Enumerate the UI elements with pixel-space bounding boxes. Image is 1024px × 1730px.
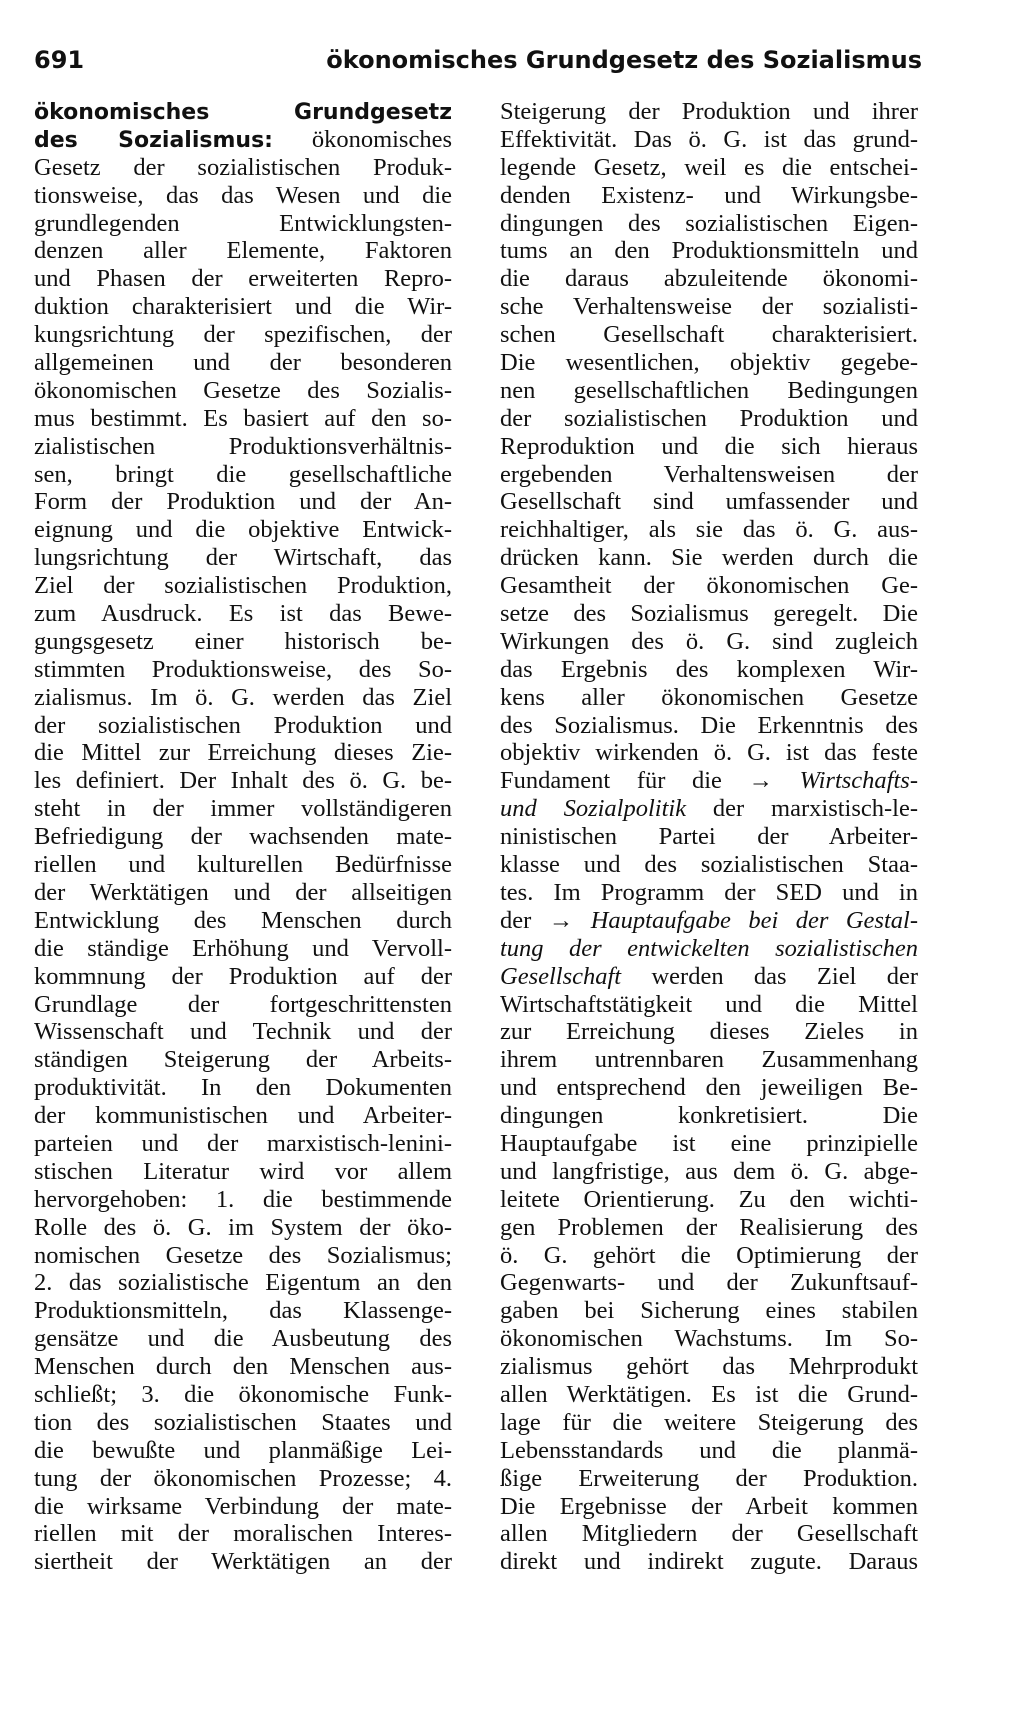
- cross-reference-link[interactable]: → Wirtschafts-: [748, 767, 918, 795]
- line-text: schen Gesellschaft charakterisiert.: [500, 321, 918, 349]
- text-line: [34, 767, 452, 795]
- line-text: ihrem untrennbaren Zusammenhang: [500, 1046, 918, 1074]
- line-text: gaben bei Sicherung eines stabilen: [500, 1297, 918, 1325]
- text-line: [500, 433, 918, 461]
- text-line: [34, 1381, 452, 1409]
- right-column: [500, 98, 918, 1576]
- text-line: [34, 572, 452, 600]
- line-text: Menschen durch den Menschen aus-: [34, 1353, 452, 1381]
- text-line: [500, 182, 918, 210]
- line-text: Gesetz der sozialistischen Produk-: [34, 153, 452, 181]
- text-line: [500, 1325, 918, 1353]
- cross-reference-link[interactable]: und Sozialpolitik: [500, 795, 687, 823]
- text-line: [34, 1548, 452, 1576]
- text-line: [500, 879, 918, 907]
- text-line: [500, 154, 918, 182]
- text-line: [34, 433, 452, 461]
- text-line: [34, 907, 452, 935]
- text-line: [500, 210, 918, 238]
- page-header: [34, 46, 922, 86]
- text-line: [34, 823, 452, 851]
- line-text: reichhaltiger, als sie das ö. G. aus-: [500, 516, 918, 544]
- line-text: das Ergebnis des komplexen Wir-: [500, 655, 918, 683]
- text-line: [500, 98, 918, 126]
- line-text: Lebensstandards und die planmä-: [500, 1436, 918, 1464]
- line-text: des Sozialismus. Die Erkenntnis des: [500, 711, 918, 739]
- running-head: ökonomisches Grundgesetz des Sozialismus: [326, 46, 922, 74]
- line-text: kungsrichtung der spezifischen, der: [34, 321, 452, 349]
- line-text: der sozialistischen Produktion und: [500, 404, 918, 432]
- text-line: [500, 684, 918, 712]
- line-text: Gegenwarts- und der Zukunftsauf-: [500, 1269, 918, 1297]
- text-line: [500, 126, 918, 154]
- line-text: Hauptaufgabe ist eine prinzipielle: [500, 1129, 918, 1157]
- line-text: gen Problemen der Realisierung des: [500, 1213, 918, 1241]
- line-text: lungsrichtung der Wirtschaft, das: [34, 544, 452, 572]
- line-text: zialistischen Produktionsverhältnis-: [34, 432, 452, 460]
- text-line: [34, 684, 452, 712]
- line-text: die bewußte und planmäßige Lei-: [34, 1436, 452, 1464]
- line-text: der: [500, 906, 549, 934]
- line-text: der sozialistischen Produktion und: [34, 711, 452, 739]
- line-text: lage für die weitere Steigerung des: [500, 1408, 918, 1436]
- line-text: Steigerung der Produktion und ihrer: [500, 98, 918, 125]
- text-line: [34, 1269, 452, 1297]
- text-line: [34, 1465, 452, 1493]
- text-line: [500, 1381, 918, 1409]
- line-text: objektiv wirkenden ö. G. ist das feste: [500, 739, 918, 767]
- text-line: [500, 963, 918, 991]
- text-line: [34, 851, 452, 879]
- text-line: [500, 1493, 918, 1521]
- text-line: [34, 795, 452, 823]
- text-line: [34, 1520, 452, 1548]
- line-text: 2. das sozialistische Eigentum an den: [34, 1269, 452, 1297]
- text-line: [34, 349, 452, 377]
- line-text: Effektivität. Das ö. G. ist das grund-: [500, 125, 918, 153]
- line-text: Ziel der sozialistischen Produktion,: [34, 572, 452, 600]
- line-text: Grundlage der fortgeschrittensten: [34, 990, 452, 1018]
- text-line: [34, 1353, 452, 1381]
- line-text: dingungen des sozialistischen Eigen-: [500, 209, 918, 237]
- text-line: [500, 935, 918, 963]
- text-line: [500, 321, 918, 349]
- text-line: [34, 182, 452, 210]
- text-line: [500, 1158, 918, 1186]
- text-line: [34, 991, 452, 1019]
- line-text: die wirksame Verbindung der mate-: [34, 1492, 452, 1520]
- line-text: kommnung der Produktion auf der: [34, 962, 452, 990]
- text-line: [34, 321, 452, 349]
- text-line: [500, 1242, 918, 1270]
- text-line: [500, 1520, 918, 1548]
- text-line: [34, 405, 452, 433]
- line-text: Entwicklung des Menschen durch: [34, 906, 452, 934]
- text-line: [500, 991, 918, 1019]
- text-line: [34, 516, 452, 544]
- line-text: duktion charakterisiert und die Wir-: [34, 293, 452, 321]
- text-line: [500, 1074, 918, 1102]
- text-line: [34, 600, 452, 628]
- line-text: ökonomisches: [272, 125, 453, 153]
- text-line: [34, 154, 452, 182]
- text-line: [500, 1102, 918, 1130]
- text-line: [34, 1130, 452, 1158]
- text-line: [34, 265, 452, 293]
- cross-reference-link[interactable]: Gesellschaft: [500, 962, 622, 990]
- text-line: [34, 544, 452, 572]
- text-line: [34, 963, 452, 991]
- text-line: [34, 1046, 452, 1074]
- line-text: ständigen Steigerung der Arbeits-: [34, 1046, 452, 1074]
- line-text: drücken kann. Sie werden durch die: [500, 544, 918, 572]
- line-text: tionsweise, das das Wesen und die: [34, 181, 452, 209]
- line-text: riellen und kulturellen Bedürfnisse: [34, 851, 452, 879]
- text-line: [500, 1214, 918, 1242]
- line-text: grundlegenden Entwicklungsten-: [34, 209, 452, 237]
- line-text: allgemeinen und der besonderen: [34, 349, 452, 377]
- line-text: Gesellschaft sind umfassender und: [500, 488, 918, 516]
- text-line: [34, 712, 452, 740]
- text-line: [34, 628, 452, 656]
- text-line: [500, 712, 918, 740]
- line-text: direkt und indirekt zugute. Daraus: [500, 1548, 918, 1576]
- line-text: zialismus gehört das Mehrprodukt: [500, 1353, 918, 1381]
- line-text: ninistischen Partei der Arbeiter-: [500, 823, 918, 851]
- text-line: [500, 488, 918, 516]
- line-text: gensätze und die Ausbeutung des: [34, 1325, 452, 1353]
- line-text: gungsgesetz einer historisch be-: [34, 627, 452, 655]
- line-text: produktivität. In den Dokumenten: [34, 1074, 452, 1102]
- text-line: [500, 1437, 918, 1465]
- line-text: steht in der immer vollständigeren: [34, 795, 452, 823]
- line-text: denden Existenz- und Wirkungsbe-: [500, 181, 918, 209]
- text-line: [500, 1353, 918, 1381]
- line-text: leitete Orientierung. Zu den wichti-: [500, 1185, 918, 1213]
- line-text: denzen aller Elemente, Faktoren: [34, 237, 452, 265]
- line-text: ßige Erweiterung der Produktion.: [500, 1464, 918, 1492]
- text-line: [34, 98, 452, 126]
- text-line: [34, 1493, 452, 1521]
- text-line: [34, 1186, 452, 1214]
- page-number: 691: [34, 46, 85, 74]
- text-line: [500, 1548, 918, 1576]
- text-line: [500, 795, 918, 823]
- line-text: zialismus. Im ö. G. werden das Ziel: [34, 683, 452, 711]
- left-column: [34, 98, 452, 1576]
- text-line: [500, 377, 918, 405]
- cross-reference-link[interactable]: tung der entwickelten sozialistischen: [500, 934, 918, 962]
- line-text: ö. G. gehört die Optimierung der: [500, 1241, 918, 1269]
- line-text: Produktionsmitteln, das Klassenge-: [34, 1297, 452, 1325]
- line-text: werden das Ziel der: [621, 962, 918, 990]
- text-line: [34, 879, 452, 907]
- line-text: les definiert. Der Inhalt des ö. G. be-: [34, 767, 452, 795]
- line-text: dingungen konkretisiert. Die: [500, 1102, 918, 1130]
- line-text: der marxistisch-le-: [686, 795, 918, 823]
- line-text: nomischen Gesetze des Sozialismus;: [34, 1241, 452, 1269]
- line-text: Befriedigung der wachsenden mate-: [34, 823, 452, 851]
- text-line: [500, 1018, 918, 1046]
- text-line: [500, 600, 918, 628]
- line-text: Die wesentlichen, objektiv gegebe-: [500, 349, 918, 377]
- line-text: Reproduktion und die sich hieraus: [500, 432, 918, 460]
- line-text: siertheit der Werktätigen an der: [34, 1548, 452, 1576]
- line-text: sche Verhaltensweise der sozialisti-: [500, 293, 918, 321]
- line-text: parteien und der marxistisch-lenini-: [34, 1129, 452, 1157]
- text-line: [500, 1409, 918, 1437]
- line-text: und Phasen der erweiterten Repro-: [34, 265, 452, 293]
- text-line: [34, 293, 452, 321]
- line-text: tung der ökonomischen Prozesse; 4.: [34, 1464, 452, 1492]
- line-text: der Werktätigen und der allseitigen: [34, 878, 452, 906]
- text-line: [34, 656, 452, 684]
- line-text: und entsprechend den jeweiligen Be-: [500, 1074, 918, 1102]
- text-line: [500, 907, 918, 935]
- line-text: die ständige Erhöhung und Vervoll-: [34, 934, 452, 962]
- text-line: [500, 349, 918, 377]
- text-line: [34, 461, 452, 489]
- line-text: hervorgehoben: 1. die bestimmende: [34, 1185, 452, 1213]
- line-text: Fundament für die: [500, 767, 749, 795]
- text-line: [500, 851, 918, 879]
- line-text: die Mittel zur Erreichung dieses Zie-: [34, 739, 452, 767]
- line-text: Wirtschaftstätigkeit und die Mittel: [500, 990, 918, 1018]
- text-line: [34, 126, 452, 154]
- text-line: [34, 935, 452, 963]
- text-line: [34, 1437, 452, 1465]
- text-line: [34, 1297, 452, 1325]
- line-text: kens aller ökonomischen Gesetze: [500, 683, 918, 711]
- text-line: [34, 488, 452, 516]
- text-line: [34, 1018, 452, 1046]
- text-line: [34, 237, 452, 265]
- text-line: [500, 405, 918, 433]
- text-line: [500, 572, 918, 600]
- line-text: nen gesellschaftlichen Bedingungen: [500, 376, 918, 404]
- line-text: klasse und des sozialistischen Staa-: [500, 851, 918, 879]
- text-line: [500, 823, 918, 851]
- text-line: [500, 1297, 918, 1325]
- line-text: zur Erreichung dieses Zieles in: [500, 1018, 918, 1046]
- line-text: Wissenschaft und Technik und der: [34, 1018, 452, 1046]
- text-line: [500, 293, 918, 321]
- line-text: ergebenden Verhaltensweisen der: [500, 460, 918, 488]
- text-line: [34, 1214, 452, 1242]
- line-text: der kommunistischen und Arbeiter-: [34, 1102, 452, 1130]
- text-line: [500, 767, 918, 795]
- line-text: tion des sozialistischen Staates und: [34, 1408, 452, 1436]
- text-line: [500, 656, 918, 684]
- text-line: [500, 237, 918, 265]
- text-line: [500, 1186, 918, 1214]
- cross-reference-link[interactable]: → Hauptaufgabe bei der Gestal-: [548, 906, 918, 934]
- text-line: [500, 544, 918, 572]
- text-line: [34, 1409, 452, 1437]
- line-text: stimmten Produktionsweise, des So-: [34, 655, 452, 683]
- line-text: setze des Sozialismus geregelt. Die: [500, 600, 918, 628]
- text-line: [34, 739, 452, 767]
- line-text: riellen mit der moralischen Interes-: [34, 1520, 452, 1548]
- line-text: die daraus abzuleitende ökonomi-: [500, 265, 918, 293]
- text-line: [34, 1074, 452, 1102]
- line-text: legende Gesetz, weil es die entschei-: [500, 153, 918, 181]
- line-text: ökonomischen Wachstums. Im So-: [500, 1325, 918, 1353]
- line-text: ökonomischen Gesetze des Sozialis-: [34, 376, 452, 404]
- text-line: [34, 210, 452, 238]
- line-text: Gesamtheit der ökonomischen Ge-: [500, 572, 918, 600]
- text-line: [500, 1046, 918, 1074]
- text-line: [500, 1269, 918, 1297]
- text-line: [500, 461, 918, 489]
- text-line: [34, 377, 452, 405]
- text-line: [500, 265, 918, 293]
- line-text: und langfristige, aus dem ö. G. abge-: [500, 1157, 918, 1185]
- line-text: allen Werktätigen. Es ist die Grund-: [500, 1380, 918, 1408]
- line-text: tes. Im Programm der SED und in: [500, 878, 918, 906]
- headword: ökonomisches Grundgesetz: [34, 100, 452, 125]
- text-line: [34, 1242, 452, 1270]
- line-text: Rolle des ö. G. im System der öko-: [34, 1213, 452, 1241]
- line-text: eignung und die objektive Entwick-: [34, 516, 452, 544]
- line-text: Form der Produktion und der An-: [34, 488, 452, 516]
- text-line: [500, 1465, 918, 1493]
- line-text: sen, bringt die gesellschaftliche: [34, 460, 452, 488]
- text-line: [34, 1325, 452, 1353]
- line-text: allen Mitgliedern der Gesellschaft: [500, 1520, 918, 1548]
- line-text: stischen Literatur wird vor allem: [34, 1157, 452, 1185]
- line-text: Wirkungen des ö. G. sind zugleich: [500, 627, 918, 655]
- text-line: [34, 1158, 452, 1186]
- text-line: [500, 628, 918, 656]
- text-line: [34, 1102, 452, 1130]
- text-line: [500, 739, 918, 767]
- line-text: Die Ergebnisse der Arbeit kommen: [500, 1492, 918, 1520]
- line-text: zum Ausdruck. Es ist das Bewe-: [34, 600, 452, 628]
- line-text: tums an den Produktionsmitteln und: [500, 237, 918, 265]
- text-line: [500, 1130, 918, 1158]
- text-line: [500, 516, 918, 544]
- line-text: schließt; 3. die ökonomische Funk-: [34, 1380, 452, 1408]
- headword: des Sozialismus:: [34, 127, 273, 153]
- line-text: mus bestimmt. Es basiert auf den so-: [34, 404, 452, 432]
